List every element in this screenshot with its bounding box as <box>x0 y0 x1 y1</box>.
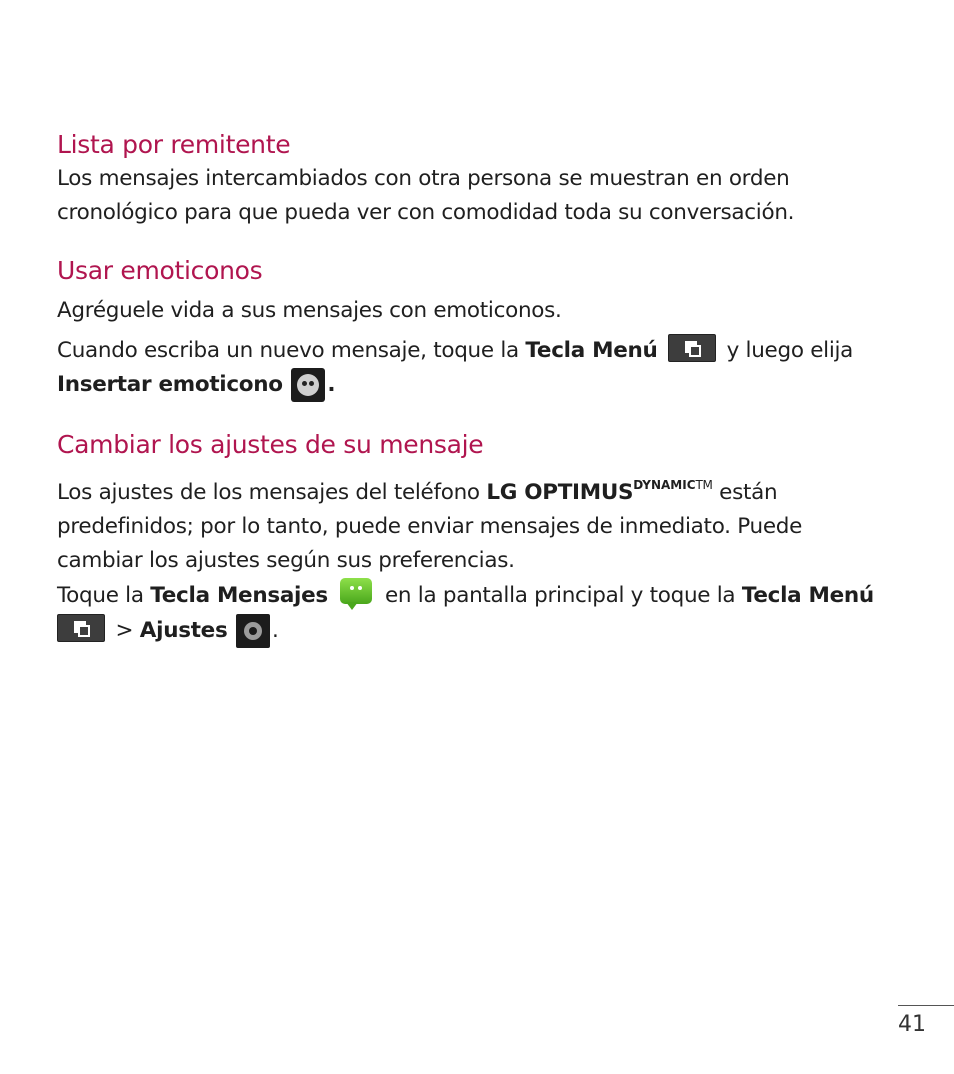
insert-emoticon-label: Insertar emoticono <box>57 372 283 397</box>
page-number-rule <box>898 1005 954 1006</box>
paragraph-ajustes-steps <box>57 578 877 648</box>
paragraph-emoticonos-steps <box>57 334 877 402</box>
page-number: 41 <box>898 1012 926 1037</box>
brand-superscript: DYNAMIC <box>633 478 696 492</box>
text-segment: y luego elija <box>720 338 854 363</box>
settings-label: Ajustes <box>139 618 228 643</box>
messages-key-label: Tecla Mensajes <box>150 583 328 608</box>
menu-key-icon <box>57 614 105 642</box>
menu-key-label: Tecla Menú <box>741 583 874 608</box>
heading-usar-emoticonos: Usar emoticonos <box>57 256 263 285</box>
text-segment: Toque la <box>57 583 151 608</box>
trademark-symbol: TM <box>695 478 713 492</box>
paragraph-lista-por-remitente: Los mensajes intercambiados con otra persona se muestran en orden cronológico para que pueda ver con comodidad toda su conversación. <box>57 166 795 225</box>
messaging-icon <box>338 576 374 612</box>
menu-key-label: Tecla Menú <box>525 338 658 363</box>
text-segment: Los ajustes de los mensajes del teléfono <box>57 480 487 505</box>
settings-icon <box>236 614 270 648</box>
text-segment: > <box>109 618 140 643</box>
menu-key-icon <box>668 334 716 362</box>
heading-cambiar-ajustes: Cambiar los ajustes de su mensaje <box>57 430 484 459</box>
text-segment: Cuando escriba un nuevo mensaje, toque la <box>57 338 526 363</box>
text-segment: están predefinidos; por lo tanto, puede enviar mensajes de inmediato. Puede cambiar los ajustes según sus preferencias. <box>57 480 803 573</box>
brand-name: LG OPTIMUS <box>486 480 634 505</box>
heading-lista-por-remitente: Lista por remitente <box>57 130 291 159</box>
paragraph-ajustes-intro <box>57 468 877 578</box>
paragraph-emoticonos-intro: Agréguele vida a sus mensajes con emoticonos. <box>57 298 562 323</box>
page-content <box>57 128 877 648</box>
text-segment: en la pantalla principal y toque la <box>378 583 742 608</box>
text-segment: . <box>272 618 279 643</box>
text-segment: . <box>327 372 336 397</box>
emoticon-icon <box>291 368 325 402</box>
